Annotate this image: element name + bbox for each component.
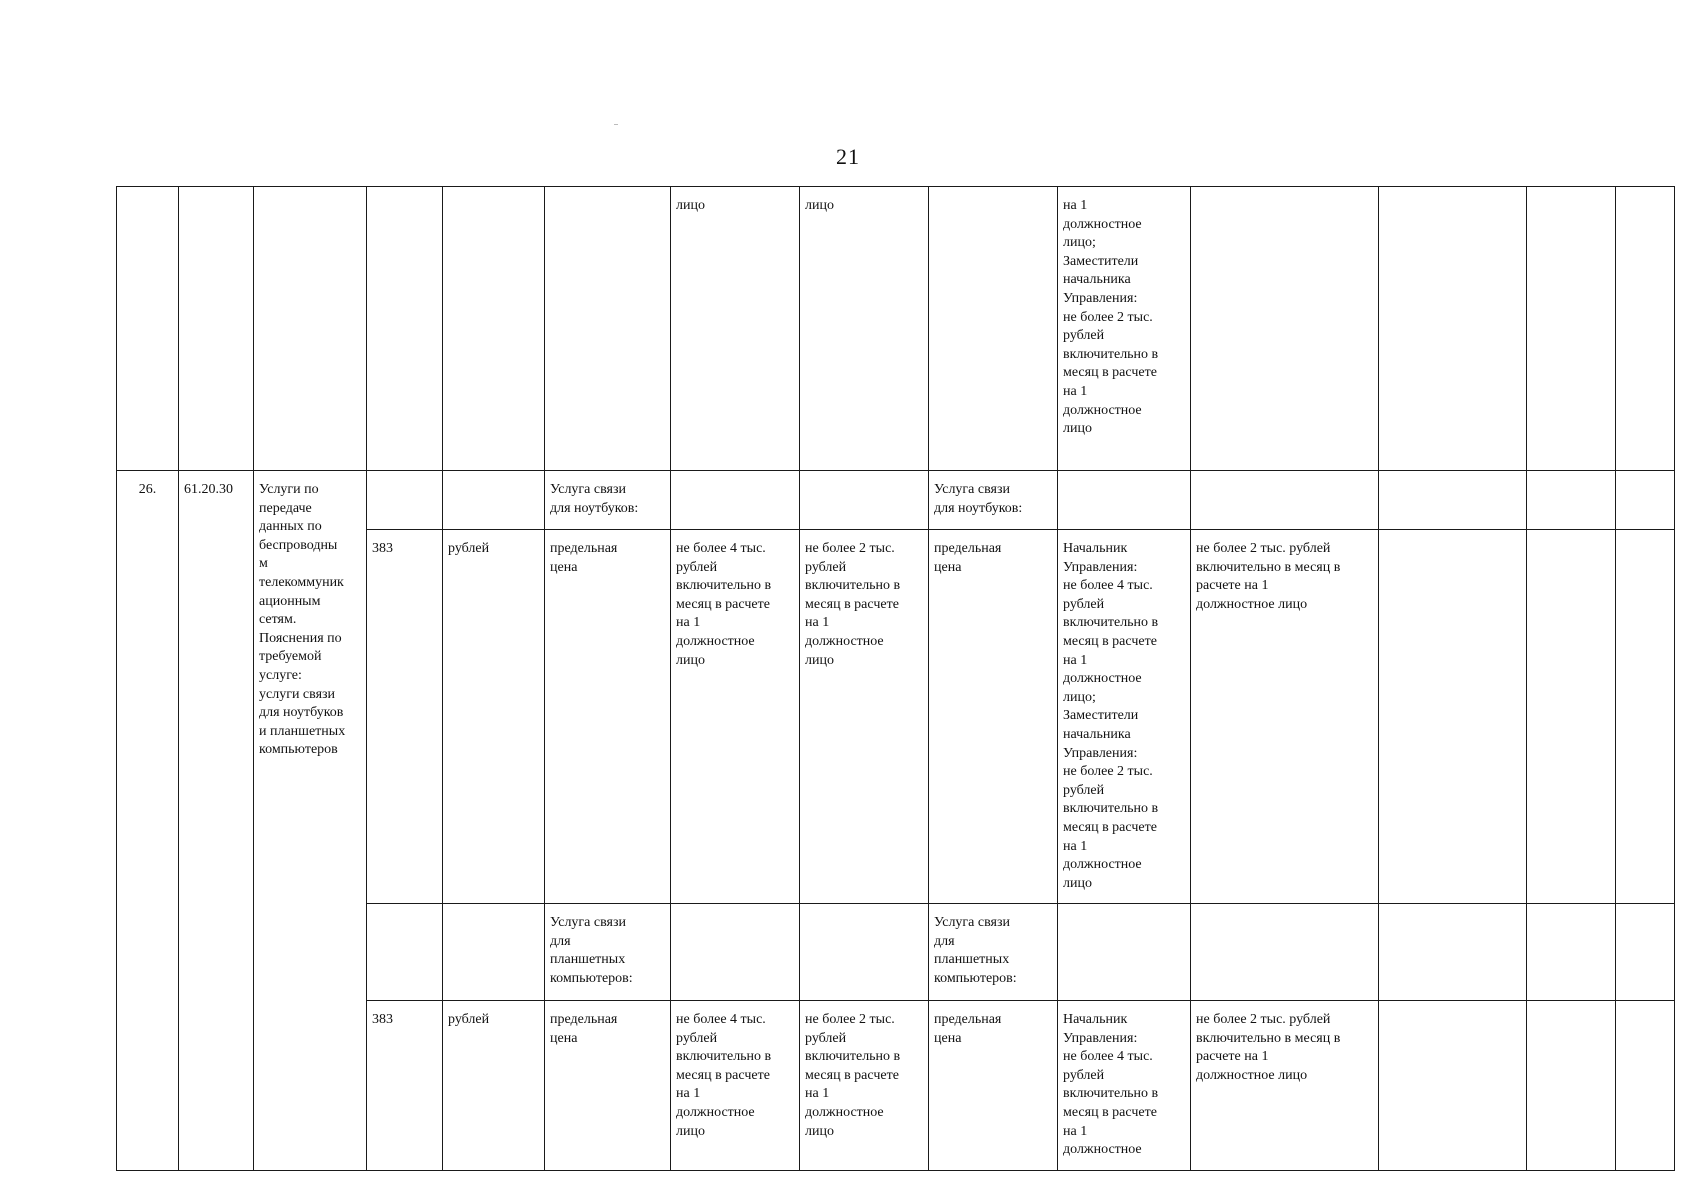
value-cell: не более 2 тыс. рублей включительно в месяц в расчете на 1 должностное лицо [805, 1012, 901, 1139]
table-cell [671, 187, 800, 471]
cell-text: Услуга связи для ноутбуков: [550, 482, 639, 516]
value-cell: Начальник Управления: не более 4 тыс. рублей включительно в месяц в расчете на 1 должностное лицо; Заместители начальника Управления: не более 2 тыс. рублей включительно в месяц в расчете на 1 должностное лицо [1063, 541, 1159, 891]
value-cell: не более 2 тыс. рублей включительно в месяц в расчете на 1 должностное лицо [1196, 541, 1341, 612]
cell-text: лицо [805, 198, 834, 213]
unit-name: рублей [448, 1012, 490, 1027]
value-cell: не более 2 тыс. рублей включительно в месяц в расчете на 1 должностное лицо [1196, 1012, 1341, 1083]
table-cell [929, 471, 1058, 530]
characteristic: предельная цена [934, 1012, 1002, 1046]
table-cell [545, 471, 671, 530]
table-cell [1527, 471, 1616, 530]
table-cell [545, 904, 671, 1001]
table-cell [1191, 1001, 1379, 1171]
table-cell [1058, 1001, 1191, 1171]
table-cell [367, 471, 443, 530]
item-number: 26. [138, 482, 157, 497]
characteristic: предельная цена [550, 541, 618, 575]
table-cell [800, 187, 929, 471]
table-cell [800, 471, 929, 530]
table-cell [671, 1001, 800, 1171]
table-cell [800, 1001, 929, 1171]
table-cell [1379, 904, 1527, 1001]
table-cell [929, 904, 1058, 1001]
table-cell [1616, 1001, 1675, 1171]
table-cell [671, 904, 800, 1001]
table-cell [1379, 187, 1527, 471]
item-code: 61.20.30 [184, 482, 233, 497]
value-cell: не более 2 тыс. рублей включительно в месяц в расчете на 1 должностное лицо [805, 541, 901, 668]
table-cell [929, 1001, 1058, 1171]
table-cell [800, 530, 929, 904]
table-cell [929, 187, 1058, 471]
unit-name: рублей [448, 541, 490, 556]
table-cell [545, 1001, 671, 1171]
table-cell [1191, 471, 1379, 530]
scan-speck [614, 124, 618, 125]
table-cell [671, 530, 800, 904]
table-cell [443, 530, 545, 904]
table-cell [179, 187, 254, 471]
cell-text: лицо [676, 198, 705, 213]
table-cell [1379, 530, 1527, 904]
table-cell [1191, 187, 1379, 471]
table-cell [367, 530, 443, 904]
table-cell [367, 1001, 443, 1171]
table-cell [1191, 530, 1379, 904]
table-cell [1058, 904, 1191, 1001]
table-cell [443, 471, 545, 530]
requirements-table [116, 186, 1675, 1171]
table-cell [545, 187, 671, 471]
item-number-cell [117, 471, 179, 1171]
characteristic: предельная цена [550, 1012, 618, 1046]
cell-text: на 1 должностное лицо; Заместители начальника Управления: не более 2 тыс. рублей включительно в месяц в расчете на 1 должностное лицо [1063, 198, 1159, 437]
table-cell [367, 904, 443, 1001]
table-cell [443, 1001, 545, 1171]
table-cell [1527, 1001, 1616, 1171]
table-cell [1379, 471, 1527, 530]
table-cell [443, 904, 545, 1001]
table-cell [443, 187, 545, 471]
item-name-cell [254, 471, 367, 1171]
table-cell [545, 530, 671, 904]
table-cell [1527, 904, 1616, 1001]
table-row-laptop-header [117, 471, 1675, 530]
table-cell [1527, 187, 1616, 471]
okei-code: 383 [372, 1012, 393, 1027]
table-cell [1379, 1001, 1527, 1171]
table-cell [1527, 530, 1616, 904]
cell-text: Услуга связи для планшетных компьютеров: [934, 915, 1017, 986]
value-cell: не более 4 тыс. рублей включительно в месяц в расчете на 1 должностное лицо [676, 541, 772, 668]
cell-text: Услуга связи для планшетных компьютеров: [550, 915, 633, 986]
okei-code: 383 [372, 541, 393, 556]
table-cell [929, 530, 1058, 904]
table-cell [1616, 471, 1675, 530]
table-cell [1191, 904, 1379, 1001]
item-code-cell [179, 471, 254, 1171]
table-cell [1058, 530, 1191, 904]
table-cell [367, 187, 443, 471]
table-row-continuation [117, 187, 1675, 471]
table-cell [254, 187, 367, 471]
table-cell [1058, 471, 1191, 530]
value-cell: не более 4 тыс. рублей включительно в месяц в расчете на 1 должностное лицо [676, 1012, 772, 1139]
table-cell [800, 904, 929, 1001]
item-name: Услуги по передаче данных по беспроводны м телекоммуник ационным сетям. Пояснения по требуемой услуге: услуги связи для ноутбуков и планшетных компьютеров [259, 482, 346, 758]
page-number: 21 [836, 144, 860, 169]
characteristic: предельная цена [934, 541, 1002, 575]
table-cell [1616, 187, 1675, 471]
table-cell [671, 471, 800, 530]
value-cell: Начальник Управления: не более 4 тыс. рублей включительно в месяц в расчете на 1 должностное [1063, 1012, 1159, 1158]
table-cell [117, 187, 179, 471]
table-cell [1616, 530, 1675, 904]
table-cell [1058, 187, 1191, 471]
cell-text: Услуга связи для ноутбуков: [934, 482, 1023, 516]
table-cell [1616, 904, 1675, 1001]
